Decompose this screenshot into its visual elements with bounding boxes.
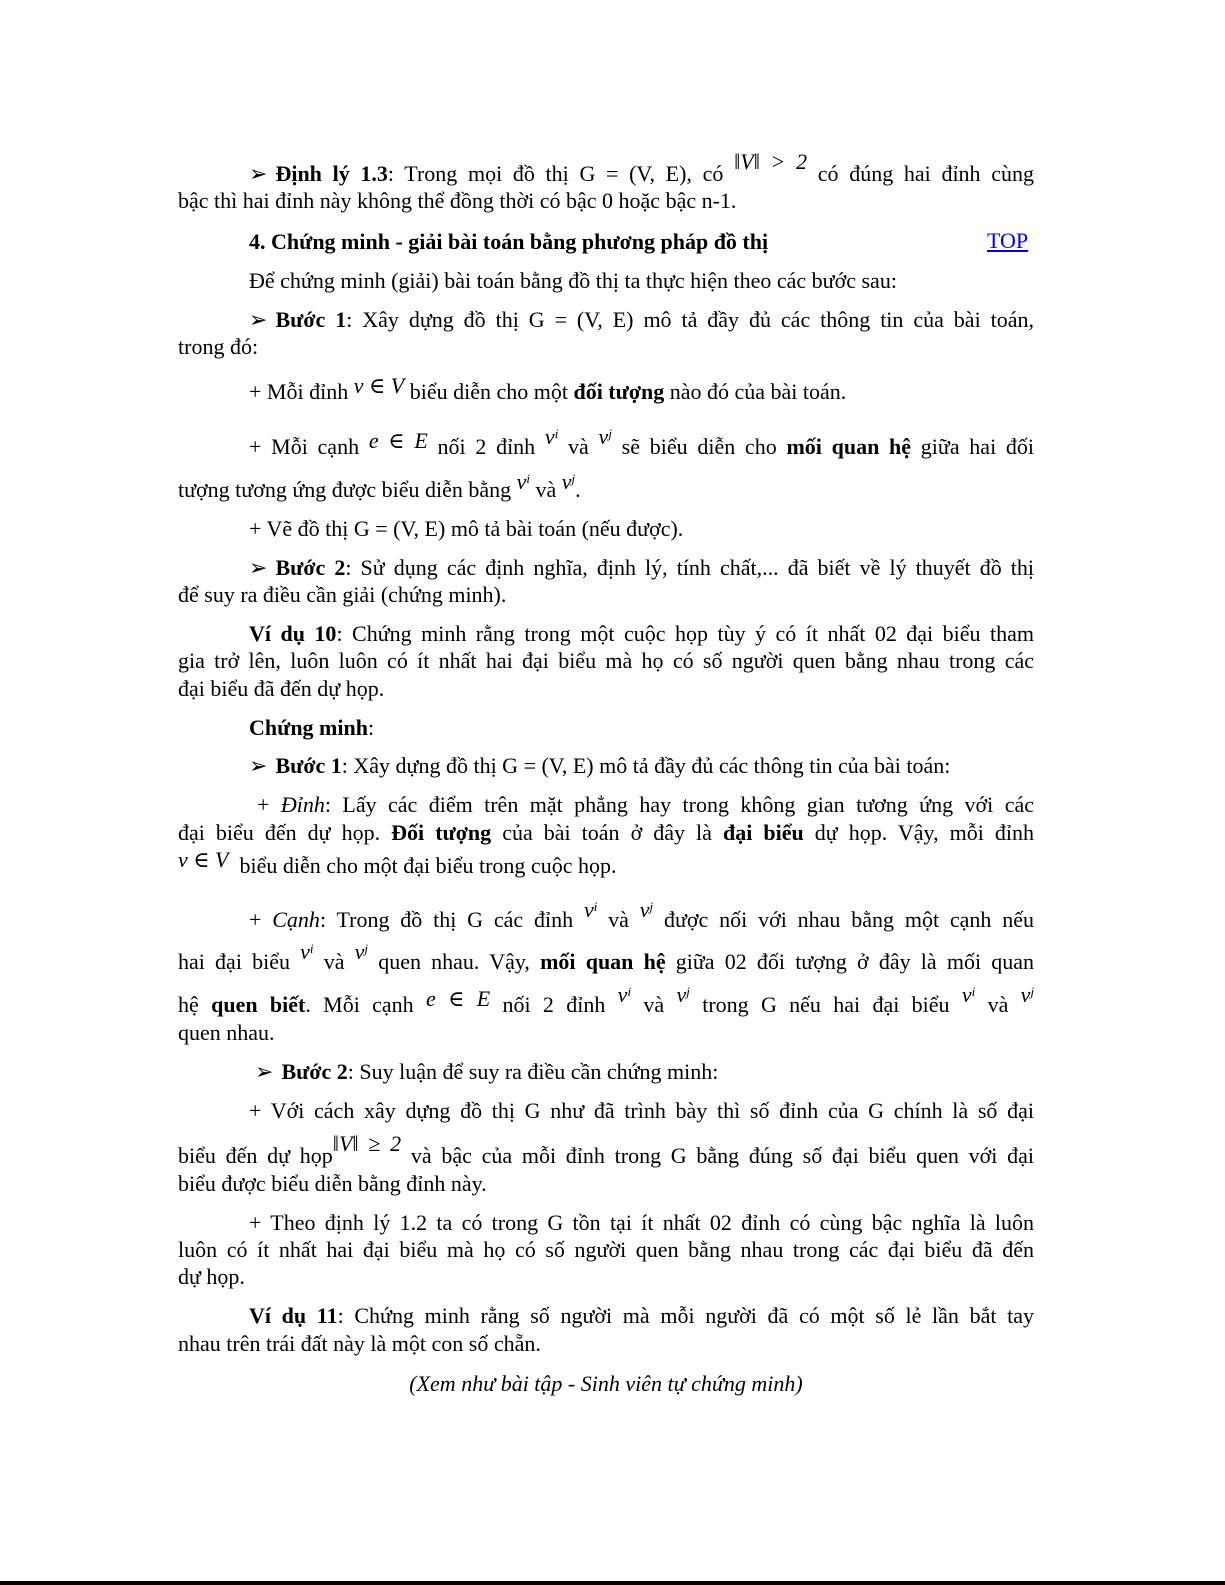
canh-l3-c: nối 2 đỉnh [502, 992, 606, 1017]
example11-note: (Xem như bài tập - Sinh viên tự chứng minh) [409, 1371, 803, 1396]
canh-l1-a: : Trong đồ thị G các đỉnh [319, 907, 574, 932]
vj-symbol: $v^j$ [676, 982, 690, 1007]
step1-label: Bước 1 [275, 307, 347, 332]
vertex-line [249, 373, 1034, 405]
vi-symbol: $v^i$ [300, 939, 314, 964]
example10-label: Ví dụ 10 [249, 621, 337, 646]
example11-label: Ví dụ 11 [249, 1303, 338, 1328]
vj-symbol: $v^j$ [561, 469, 576, 494]
arrow-bullet-icon: ➢ [255, 1059, 274, 1084]
plus-sign: + [257, 792, 270, 817]
proof-heading [249, 714, 1034, 741]
dinh-l2-c: dự họp. Vậy, mỗi đỉnh [814, 820, 1035, 845]
vj-symbol: $v^j$ [598, 424, 612, 449]
example10-line-2: gia trở lên, luôn luôn có ít nhất hai đại biểu mà họ có số người quen bằng nhau trong các [178, 648, 1034, 673]
example10-text: : Chứng minh rằng trong một cuộc họp tùy ý có ít nhất 02 đại biểu tham [336, 621, 1034, 646]
step2-text: : Sử dụng các định nghĩa, định lý, tính chất,... đã biết về lý thuyết đồ thị [345, 555, 1034, 580]
vj-symbol: $v^j$ [639, 897, 654, 922]
step2-line-2: để suy ra điều cần giải (chứng minh). [178, 582, 507, 607]
step1-line-2: trong đó: [178, 334, 259, 359]
vj-symbol: $v^j$ [1020, 982, 1035, 1007]
example11-line-1 [249, 1302, 1034, 1329]
p2-line-1: + Theo định lý 1.2 ta có trong G tồn tại ít nhất 02 đỉnh có cùng bậc nghĩa là luôn [249, 1210, 1034, 1235]
arrow-bullet-icon: ➢ [249, 555, 268, 580]
p2-line-2: luôn có ít nhất hai đại biểu mà họ có số người quen bằng nhau trong các đại biểu đã đến [178, 1237, 1034, 1262]
vertex-bold: đối tượng [573, 379, 665, 404]
section-heading-text: 4. Chứng minh - giải bài toán bằng phương pháp đồ thị [249, 229, 769, 254]
theorem-text: : Trong mọi đồ thị G = (V, E), có [387, 161, 724, 186]
and-word: và [568, 434, 589, 459]
edge-text-c: sẽ biểu diễn cho [621, 434, 777, 459]
theorem-condition: ‖V‖ > 2 [734, 149, 808, 174]
canh-l2-c: giữa 02 đối tượng ở đây là mối quan [675, 949, 1034, 974]
p1-l2-b: và bậc của mỗi đỉnh trong G bằng đúng số đại biểu quen với đại [410, 1143, 1034, 1168]
theorem-label: Định lý 1.3 [275, 161, 388, 186]
vi-symbol: $v^i$ [516, 469, 530, 494]
and-word: và [608, 907, 629, 932]
canh-l3-b: . Mỗi cạnh [305, 992, 414, 1017]
canh-l1-b: được nối với nhau bằng một cạnh nếu [663, 907, 1034, 932]
dinh-l2-a: đại biểu đến dự họp. [178, 820, 381, 845]
p1-l2-a: biểu đến dự họp [178, 1143, 333, 1168]
edge-math: e ∈ E [368, 428, 428, 453]
canh-line-1 [249, 897, 1034, 936]
canh-line-2 [178, 939, 1034, 978]
canh-l3-a: hệ [178, 992, 199, 1017]
example11-text: : Chứng minh rằng số người mà mỗi người đã có một số lẻ lần bắt tay [337, 1303, 1034, 1328]
canh-label: Cạnh [272, 907, 320, 932]
dinh-l2-bold1: Đối tượng [391, 820, 492, 845]
example11-line-2: nhau trên trái đất này là một con số chẵn. [178, 1331, 541, 1356]
vi-symbol: $v^i$ [583, 897, 598, 922]
dinh-l2-b: của bài toán ở đây là [502, 820, 712, 845]
canh-l2-bold: mối quan hệ [540, 949, 666, 974]
example10-line-1 [249, 620, 1034, 647]
proof-step2-text: : Suy luận để suy ra điều cần chứng minh: [347, 1059, 719, 1084]
p2-line-3: dự họp. [178, 1264, 245, 1289]
canh-line-4: quen nhau. [178, 1020, 275, 1045]
edge-bold: mối quan hệ [786, 434, 912, 459]
arrow-bullet-icon: ➢ [249, 161, 268, 186]
edge-line-1 [249, 424, 1035, 463]
vj-symbol: $v^j$ [354, 939, 369, 964]
vertex-text-c: nào đó của bài toán. [669, 379, 847, 404]
period: . [575, 477, 581, 502]
draw-line: + Vẽ đồ thị G = (V, E) mô tả bài toán (nếu được). [249, 516, 684, 541]
theorem-line-2: bậc thì hai đỉnh này không thể đồng thời có bậc 0 hoặc bậc n-1. [178, 188, 737, 213]
dinh-text: : Lấy các điểm trên mặt phẳng hay trong không gian tương ứng với các [324, 792, 1034, 817]
top-link[interactable]: TOP [987, 228, 1029, 253]
p1-line-1: + Với cách xây dựng đồ thị G như đã trình bày thì số đỉnh của G chính là số đại [249, 1098, 1034, 1123]
and-word: và [987, 992, 1009, 1017]
step2-label: Bước 2 [275, 555, 346, 580]
vi-symbol: $v^i$ [961, 982, 976, 1007]
dinh-l3-text: biểu diễn cho một đại biểu trong cuộc họp. [239, 853, 617, 878]
proof-label: Chứng minh [249, 715, 368, 740]
canh-l2-b: quen nhau. Vậy, [378, 949, 530, 974]
arrow-bullet-icon: ➢ [249, 307, 268, 332]
vertex-text-a: + Mỗi đỉnh [249, 379, 349, 404]
proof-step1 [249, 752, 1034, 779]
step2-line-1 [249, 554, 1034, 581]
and-word: và [643, 992, 665, 1017]
vertex-text-b: biểu diễn cho một [409, 379, 568, 404]
dinh-line-2 [178, 819, 1034, 846]
section-intro: Để chứng minh (giải) bài toán bằng đồ thị ta thực hiện theo các bước sau: [249, 268, 897, 293]
edge-text-b: nối 2 đỉnh [437, 434, 536, 459]
canh-l3-math: e ∈ E [426, 986, 491, 1011]
vertex-math: v ∈ V [353, 373, 405, 398]
dinh-label: Đỉnh [280, 792, 325, 817]
proof-step1-label: Bước 1 [275, 753, 342, 778]
p1-line-2 [178, 1131, 1034, 1169]
and-word: và [535, 477, 557, 502]
vi-symbol: $v^i$ [544, 424, 559, 449]
theorem-text-end: có đúng hai đỉnh cùng [817, 161, 1035, 186]
canh-l3-bold: quen biết [211, 992, 306, 1017]
proof-colon: : [367, 715, 375, 740]
vi-symbol: $v^i$ [617, 982, 632, 1007]
proof-step2 [255, 1058, 1034, 1085]
and-word: và [323, 949, 345, 974]
canh-line-3 [178, 982, 1035, 1021]
p1-line-3: biểu được biểu diễn bằng đỉnh này. [178, 1171, 487, 1196]
p1-l2-math: ‖V‖ ≥ 2 [332, 1131, 402, 1156]
dinh-l2-bold2: đại biểu [723, 820, 804, 845]
dinh-line-1 [257, 791, 1034, 818]
edge-text-d: giữa hai đối [920, 434, 1035, 459]
example10-line-3: đại biểu đã đến dự họp. [178, 676, 385, 701]
theorem-line-1 [249, 149, 1035, 187]
dinh-l3-math: v ∈ V [178, 847, 229, 872]
proof-step1-text: : Xây dựng đồ thị G = (V, E) mô tả đầy đủ các thông tin của bài toán: [341, 753, 951, 778]
canh-l3-d: trong G nếu hai đại biểu [702, 992, 950, 1017]
edge-l2-text: tượng tương ứng được biểu diễn bằng [178, 477, 512, 502]
dinh-line-3 [178, 847, 1034, 879]
edge-text-a: + Mỗi cạnh [249, 434, 360, 459]
edge-line-2 [178, 469, 1034, 506]
proof-step2-label: Bước 2 [281, 1059, 348, 1084]
arrow-bullet-icon: ➢ [249, 753, 268, 778]
canh-l2-a: hai đại biểu [178, 949, 290, 974]
page-bottom-rule [0, 1581, 1225, 1585]
section-heading [249, 228, 1034, 255]
plus-sign: + [249, 907, 262, 932]
step1-line-1 [249, 306, 1034, 333]
step1-text: : Xây dựng đồ thị G = (V, E) mô tả đầy đủ các thông tin của bài toán, [346, 307, 1034, 332]
